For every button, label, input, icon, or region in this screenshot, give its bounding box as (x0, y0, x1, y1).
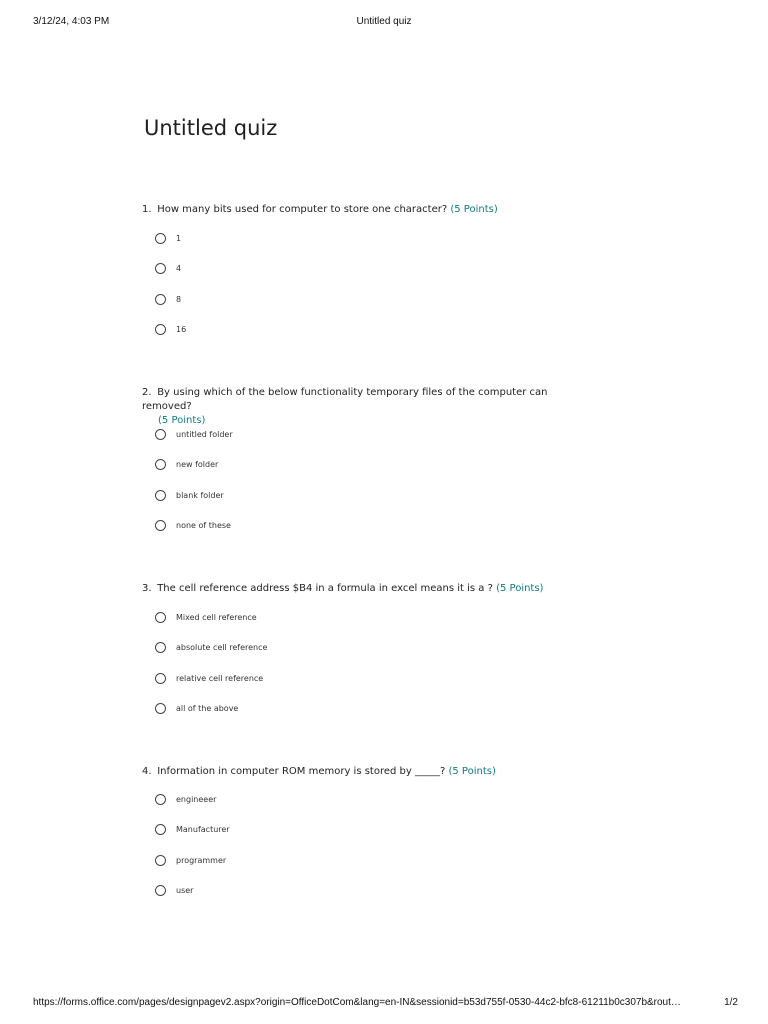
answer-option-label: Mixed cell reference (176, 612, 257, 622)
answer-option-label: 4 (176, 263, 182, 273)
question-prompt: By using which of the below functionality temporary files of the computer can removed? (142, 387, 548, 412)
question-points: (5 Points) (450, 204, 498, 215)
answer-option-label: absolute cell reference (176, 642, 268, 652)
question-2-text (142, 386, 587, 428)
radio-button[interactable] (155, 855, 166, 866)
answer-option-label: user (176, 885, 194, 895)
question-1-text (142, 203, 602, 217)
question-number: 2. (142, 387, 152, 398)
question-number: 3. (142, 583, 152, 594)
radio-button[interactable] (155, 520, 166, 531)
radio-button[interactable] (155, 324, 166, 335)
radio-button[interactable] (155, 642, 166, 653)
answer-option[interactable] (155, 517, 231, 533)
question-prompt: The cell reference address $B4 in a formula in excel means it is a ? (157, 583, 493, 594)
answer-option-label: 8 (176, 294, 182, 304)
answer-option[interactable] (155, 426, 233, 442)
question-prompt: How many bits used for computer to store one character? (157, 204, 448, 215)
answer-option-label: new folder (176, 459, 219, 469)
print-page-title: Untitled quiz (356, 16, 412, 27)
radio-button[interactable] (155, 294, 166, 305)
question-number: 1. (142, 204, 152, 215)
answer-option-label: Manufacturer (176, 824, 230, 834)
answer-option[interactable] (155, 609, 257, 625)
print-footer (33, 997, 738, 1011)
question-1 (142, 203, 602, 343)
question-3 (142, 582, 602, 722)
radio-button[interactable] (155, 233, 166, 244)
question-points: (5 Points) (448, 766, 496, 777)
answer-option[interactable] (155, 487, 224, 503)
radio-button[interactable] (155, 429, 166, 440)
radio-button[interactable] (155, 612, 166, 623)
answer-option[interactable] (155, 291, 181, 307)
answer-option[interactable] (155, 456, 218, 472)
page-number: 1/2 (724, 997, 738, 1008)
print-datetime: 3/12/24, 4:03 PM (33, 16, 110, 27)
answer-option[interactable] (155, 639, 267, 655)
answer-option-label: 1 (176, 233, 182, 243)
answer-option-label: relative cell reference (176, 673, 264, 683)
answer-option[interactable] (155, 321, 186, 337)
answer-option-label: none of these (176, 520, 231, 530)
quiz-title: Untitled quiz (144, 116, 278, 140)
answer-option-label: engineeer (176, 794, 217, 804)
radio-button[interactable] (155, 263, 166, 274)
question-points: (5 Points) (496, 583, 544, 594)
answer-option-label: all of the above (176, 703, 239, 713)
question-points: (5 Points) (158, 415, 206, 426)
answer-option[interactable] (155, 791, 216, 807)
answer-option-label: untitled folder (176, 429, 233, 439)
answer-option-label: blank folder (176, 490, 224, 500)
answer-option[interactable] (155, 670, 263, 686)
answer-option[interactable] (155, 230, 181, 246)
question-number: 4. (142, 766, 152, 777)
answer-option[interactable] (155, 882, 193, 898)
answer-option-label: 16 (176, 324, 187, 334)
print-url: https://forms.office.com/pages/designpagev2.aspx?origin=OfficeDotCom&lang=en-IN&sessionid=b53d755f-0530-44c2-bfc8-61211b0c307b&rout… (33, 997, 681, 1008)
answer-option[interactable] (155, 700, 238, 716)
radio-button[interactable] (155, 673, 166, 684)
print-header (33, 16, 735, 30)
radio-button[interactable] (155, 703, 166, 714)
radio-button[interactable] (155, 459, 166, 470)
radio-button[interactable] (155, 824, 166, 835)
question-2 (142, 386, 587, 536)
question-4-text (142, 765, 602, 779)
answer-option[interactable] (155, 852, 226, 868)
radio-button[interactable] (155, 885, 166, 896)
answer-option[interactable] (155, 821, 230, 837)
question-3-text (142, 582, 602, 596)
answer-option-label: programmer (176, 855, 227, 865)
answer-option[interactable] (155, 260, 181, 276)
question-4 (142, 765, 602, 905)
radio-button[interactable] (155, 794, 166, 805)
question-prompt: Information in computer ROM memory is stored by _____? (157, 766, 446, 777)
radio-button[interactable] (155, 490, 166, 501)
